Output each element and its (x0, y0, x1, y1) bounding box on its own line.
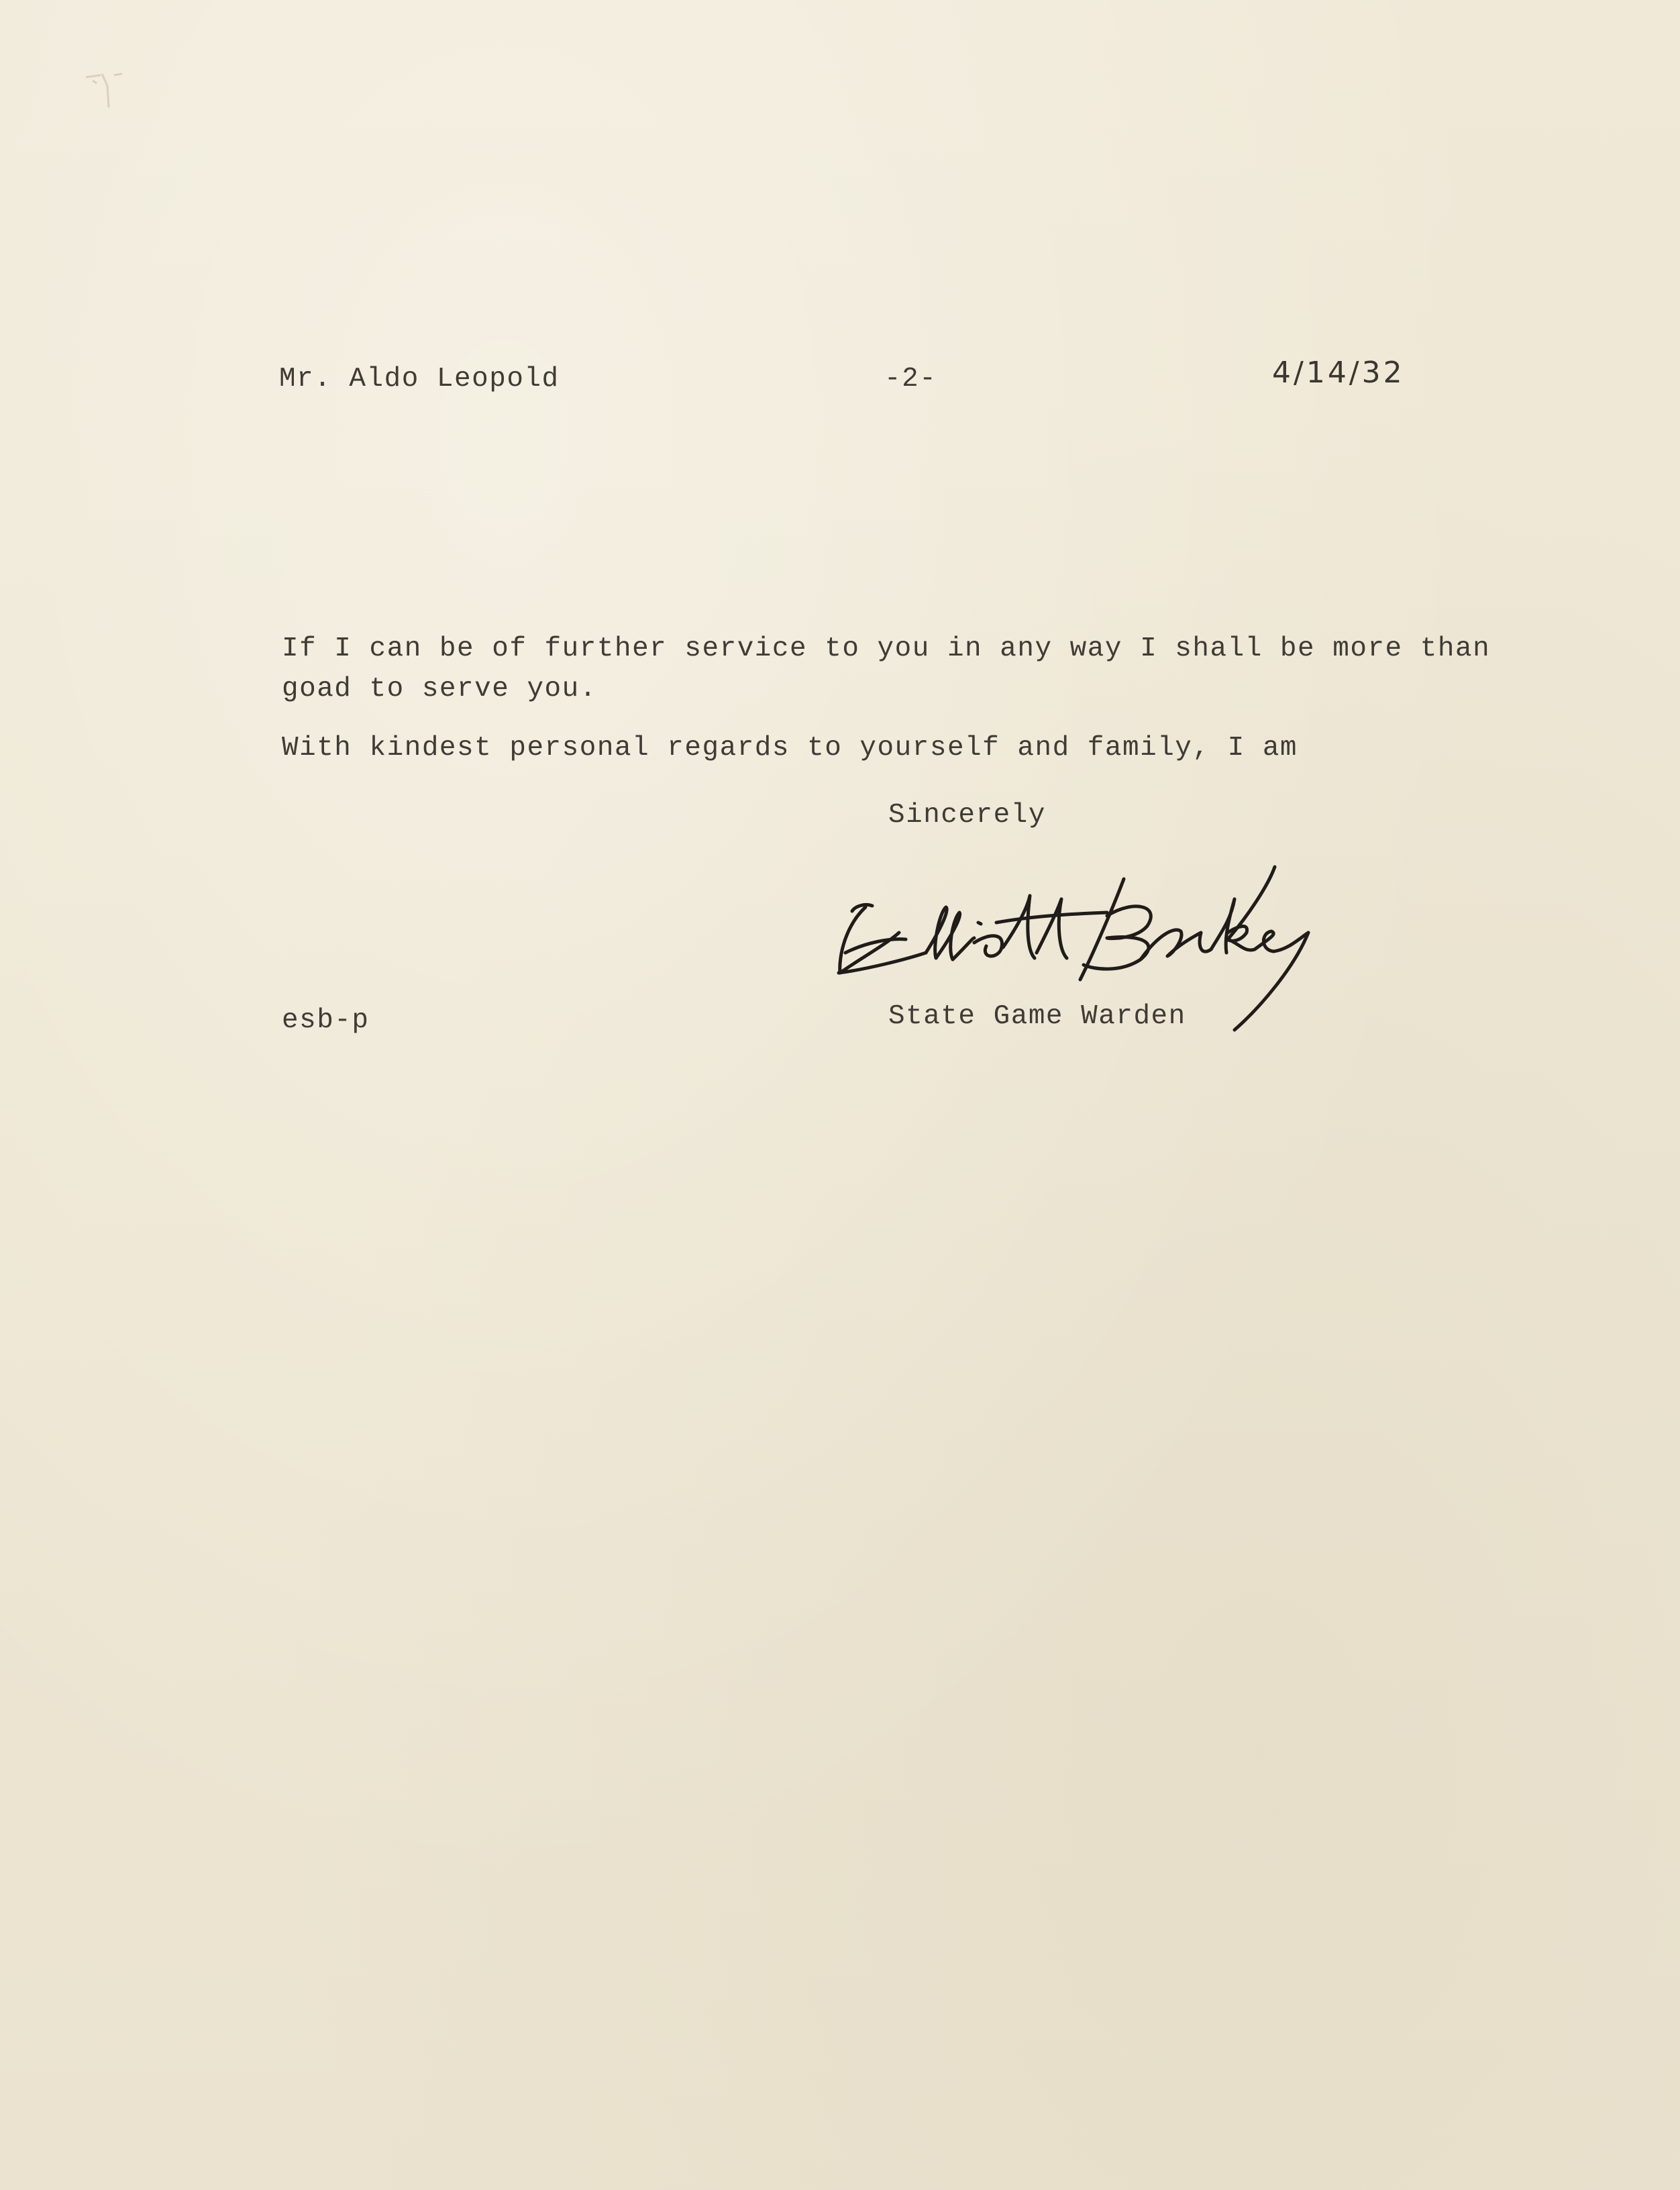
typist-initials: esb-p (282, 1005, 370, 1036)
body-paragraph-1-line-1: If I can be of further service to you in any way I shall be more than (282, 633, 1491, 664)
paper-speck-marks (74, 60, 148, 134)
body-paragraph-1-line-2: goad to serve you. (282, 674, 597, 705)
body-paragraph-2: With kindest personal regards to yourself and family, I am (282, 733, 1298, 764)
letter-date: 4/14/32 (1272, 356, 1405, 390)
closing-salutation: Sincerely (888, 800, 1046, 831)
page-number: -2- (884, 364, 937, 395)
recipient-name: Mr. Aldo Leopold (279, 364, 560, 395)
signer-title: State Game Warden (888, 1001, 1186, 1032)
